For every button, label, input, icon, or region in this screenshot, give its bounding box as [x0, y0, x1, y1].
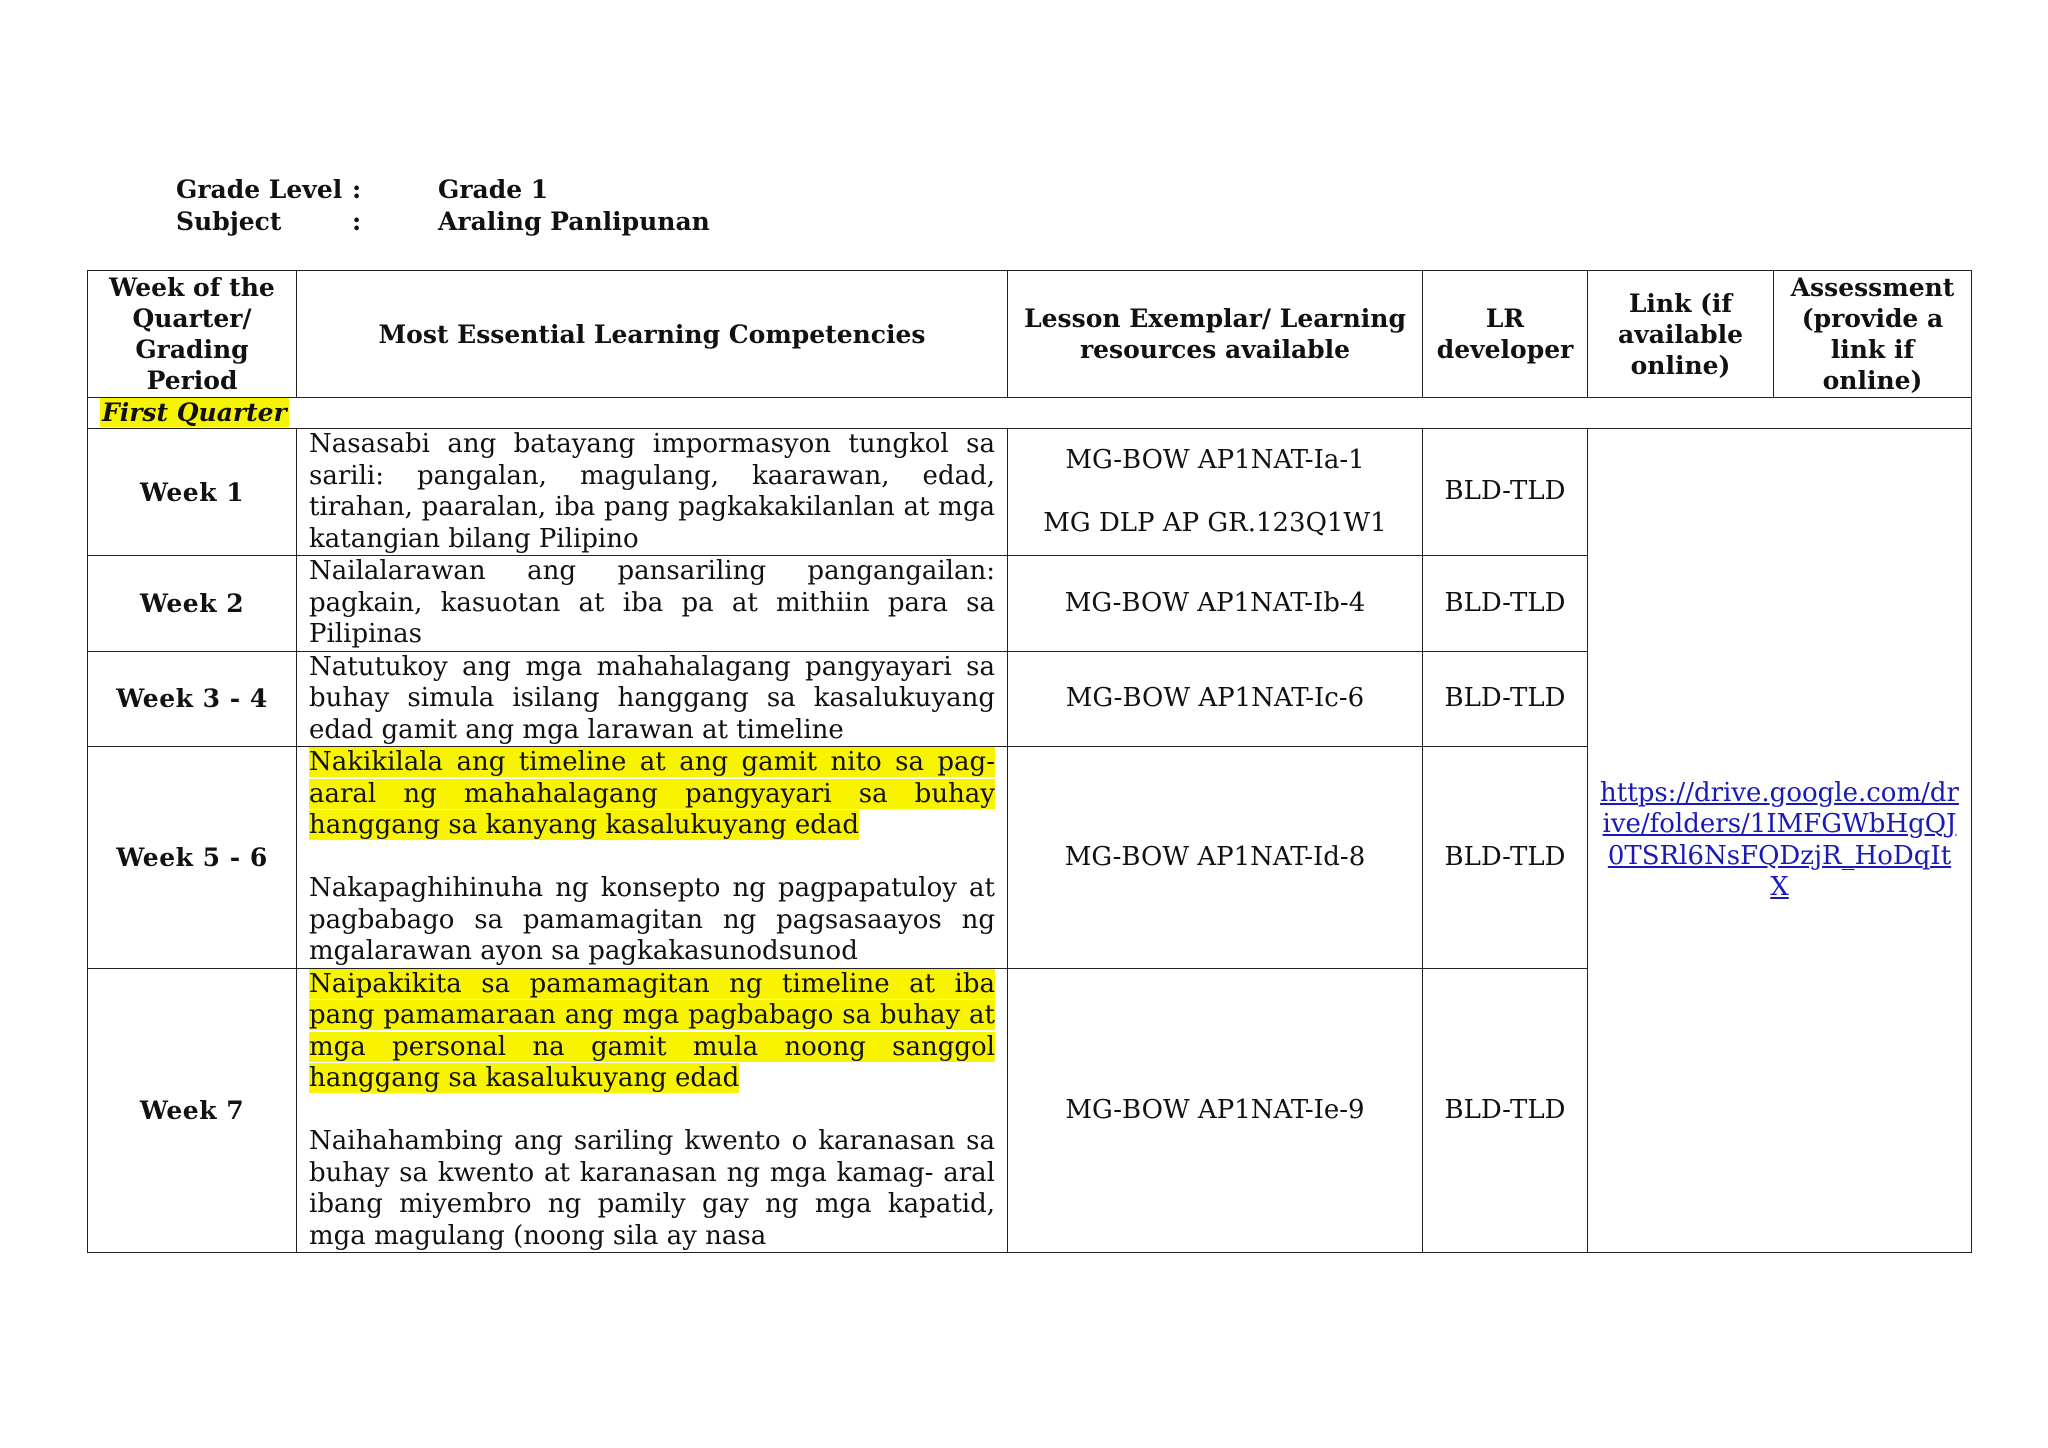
- developer-cell: BLD-TLD: [1423, 968, 1588, 1253]
- grade-level-value: Grade 1: [438, 175, 549, 204]
- competency-text: Naihahambing ang sariling kwento o karanasan sa buhay sa kwento at karanasan ng mga kamag- aral ibang miyembro ng pamily gay ng mga kapatid, mga magulang (noong sila ay nasa: [309, 1126, 995, 1251]
- competency-text: Nakapaghihinuha ng konsepto ng pagpapatuloy at pagbabago sa pamamagitan ng pagsasaayos ng mgalarawan ayon sa pagkakasunodsunod: [309, 873, 995, 966]
- developer-cell: BLD-TLD: [1423, 429, 1588, 556]
- resource-item: MG-BOW AP1NAT-Ia-1: [1065, 444, 1365, 475]
- column-header-assessment: Assessment (provide a link if online): [1774, 271, 1972, 398]
- column-header-resources: Lesson Exemplar/ Learning resources available: [1008, 271, 1423, 398]
- subject-label: Subject: [176, 207, 282, 236]
- grade-level-row: [176, 174, 710, 206]
- competency-text: [309, 969, 995, 1095]
- column-header-developer: LR developer: [1423, 271, 1588, 398]
- grade-level-label: Grade Level: [176, 175, 343, 204]
- grade-level-separator: :: [352, 175, 362, 204]
- competency-text-highlighted: Nakikilala ang timeline at ang gamit nito sa pag-aaral ng mahahalagang pangyayari sa buhay hanggang sa kanyang kasalukuyang edad: [309, 747, 995, 840]
- column-header-week: Week of the Quarter/ Grading Period: [88, 271, 297, 398]
- resource-cell: MG-BOW AP1NAT-Id-8: [1008, 747, 1423, 969]
- quarter-row: [88, 398, 1972, 429]
- resource-cell: MG-BOW AP1NAT-Ic-6: [1008, 651, 1423, 747]
- column-header-competencies: Most Essential Learning Competencies: [297, 271, 1008, 398]
- resource-item: MG DLP AP GR.123Q1W1: [1043, 507, 1387, 538]
- column-header-link: Link (if available online): [1588, 271, 1774, 398]
- competency-text: Nailalarawan ang pansariling pangangailan: pagkain, kasuotan at iba pa at mithiin para sa Pilipinas: [309, 556, 995, 649]
- competency-text-highlighted: Naipakikita sa pamamagitan ng timeline at iba pang pamamaraan ang mga pagbabago sa buhay at mga personal na gamit mula noong sanggol hanggang sa kasalukuyang edad: [309, 968, 995, 1093]
- week-cell: Week 3 - 4: [88, 651, 297, 747]
- table-row: [88, 429, 1972, 556]
- quarter-cell: [88, 398, 1972, 429]
- developer-cell: BLD-TLD: [1423, 747, 1588, 969]
- week-cell: Week 1: [88, 429, 297, 556]
- competency-text: Nasasabi ang batayang impormasyon tungkol sa sarili: pangalan, magulang, kaarawan, edad, tirahan, paaralan, iba pang pagkakakilanlan at mga katangian bilang Pilipino: [309, 429, 995, 554]
- developer-cell: BLD-TLD: [1423, 556, 1588, 652]
- week-cell: Week 5 - 6: [88, 747, 297, 969]
- table-header-row: [88, 271, 1972, 398]
- competency-cell: [297, 556, 1008, 652]
- competency-cell: [297, 651, 1008, 747]
- competency-cell: [297, 747, 1008, 969]
- competency-text: [309, 747, 995, 842]
- competency-text: Natutukoy ang mga mahahalagang pangyayari sa buhay simula isilang hanggang sa kasalukuyang edad gamit ang mga larawan at timeline: [309, 651, 995, 745]
- resource-cell: [1008, 429, 1423, 556]
- competency-cell: [297, 968, 1008, 1253]
- drive-link[interactable]: https://drive.google.com/drive/folders/1IMFGWbHgQJ0TSRl6NsFQDzjR_HoDqItX: [1588, 429, 1972, 1253]
- week-cell: Week 7: [88, 968, 297, 1253]
- quarter-label: First Quarter: [102, 398, 287, 427]
- competency-cell: [297, 429, 1008, 556]
- resource-cell: MG-BOW AP1NAT-Ib-4: [1008, 556, 1423, 652]
- developer-cell: BLD-TLD: [1423, 651, 1588, 747]
- subject-row: [176, 206, 710, 238]
- document-header: [176, 174, 710, 238]
- subject-value: Araling Panlipunan: [438, 207, 710, 236]
- resource-cell: MG-BOW AP1NAT-Ie-9: [1008, 968, 1423, 1253]
- melc-table: [87, 270, 1972, 1253]
- week-cell: Week 2: [88, 556, 297, 652]
- subject-separator: :: [352, 207, 362, 236]
